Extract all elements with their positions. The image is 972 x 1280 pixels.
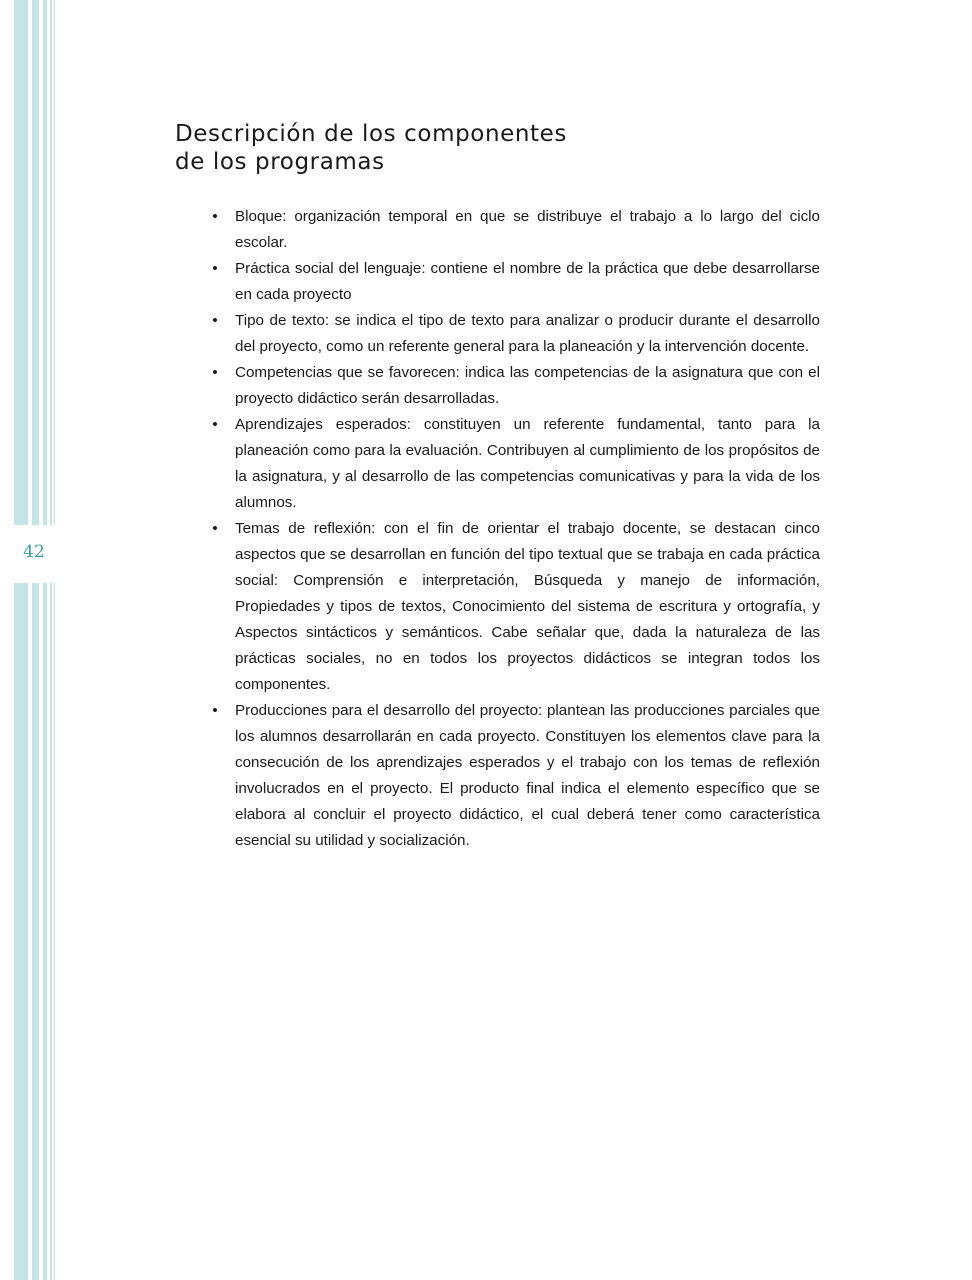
list-item-text: Tipo de texto: se indica el tipo de texto para analizar o producir durante el desarrollo del proyecto, como un referente general para la planeación y la intervención docente. [235,312,820,355]
side-stripe [32,0,39,1280]
list-item-text: Práctica social del lenguaje: contiene el nombre de la práctica que debe desarrollarse en cada proyecto [235,260,820,303]
page-title-line-1: Descripción de los componentes [175,121,567,147]
list-item-aprendizajes [212,412,820,516]
components-list [212,204,820,854]
list-item-text: Bloque: organización temporal en que se distribuye el trabajo a lo largo del ciclo escolar. [235,208,820,251]
list-item-bloque [212,204,820,256]
decorative-side-stripes [0,0,60,1280]
side-stripe [14,0,28,1280]
page-number: 42 [23,542,45,562]
list-item-text: Aprendizajes esperados: constituyen un referente fundamental, tanto para la planeación como para la evaluación. Contribuyen al cumplimiento de los propósitos de la asignatura, y al desarrollo de las competencias comunicativas y para la vida de los alumnos. [235,416,820,511]
list-item-text: Temas de reflexión: con el fin de orientar el trabajo docente, se destacan cinco aspectos que se desarrollan en función del tipo textual que se trabaja en cada práctica social: Comprensión e interpretación, Búsqueda y manejo de información, Propiedades y tipos de textos, Conocimiento del sistema de escritura y ortografía, y Aspectos sintácticos y semánticos. Cabe señalar que, dada la naturaleza de las prácticas sociales, no en todos los proyectos didácticos se integran todos los componentes. [235,520,820,693]
list-item-practica-social [212,256,820,308]
list-item-text: Competencias que se favorecen: indica las competencias de la asignatura que con el proyecto didáctico serán desarrolladas. [235,364,820,407]
list-item-text: Producciones para el desarrollo del proyecto: plantean las producciones parciales que los alumnos desarrollarán en cada proyecto. Constituyen los elementos clave para la consecución de los aprendizajes esperados y el trabajo con los temas de reflexión involucrados en el proyecto. El producto final indica el elemento específico que se elabora al concluir el proyecto didáctico, el cual deberá tener como característica esencial su utilidad y socialización. [235,702,820,849]
side-stripe [43,0,47,1280]
bullet-icon: • [212,520,218,537]
bullet-icon: • [212,702,218,719]
side-stripe [50,0,52,1280]
list-item-tipo-de-texto [212,308,820,360]
list-item-competencias [212,360,820,412]
bullet-icon: • [212,364,218,381]
side-stripe [54,0,55,1280]
page-title-line-2: de los programas [175,149,385,175]
list-item-temas-de-reflexion [212,516,820,698]
bullet-icon: • [212,208,218,225]
bullet-icon: • [212,260,218,277]
page-title [175,120,775,176]
bullet-icon: • [212,416,218,433]
bullet-icon: • [212,312,218,329]
list-item-producciones [212,698,820,854]
